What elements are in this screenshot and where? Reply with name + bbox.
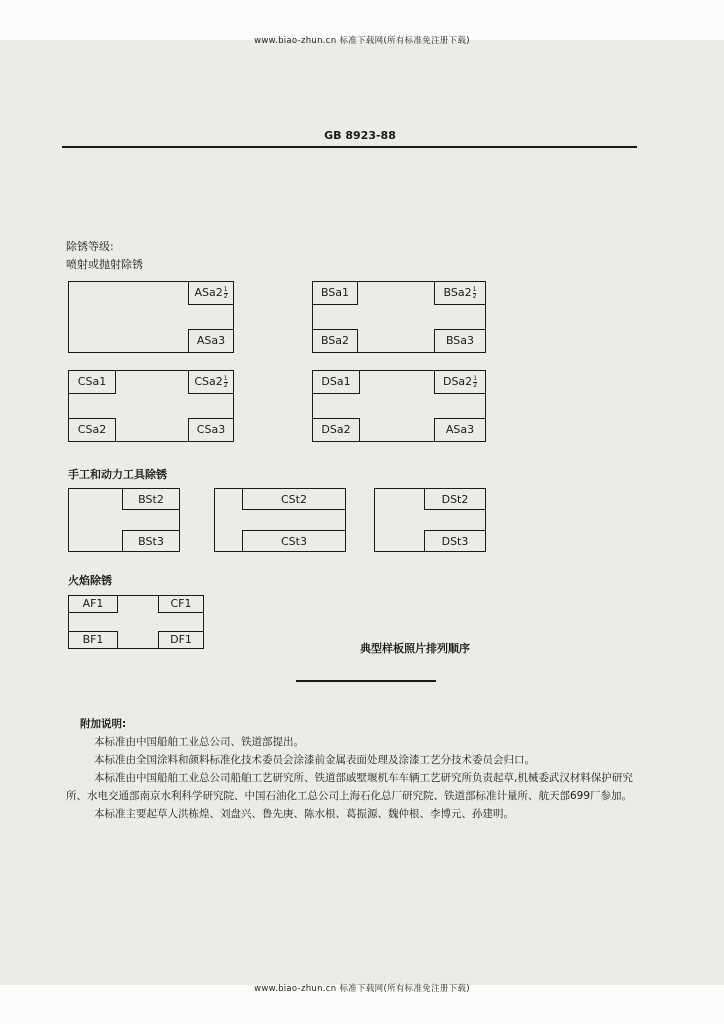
- sample-cell: [242, 530, 346, 552]
- cell-label: BSa2: [320, 334, 350, 347]
- sample-cell: [188, 418, 234, 442]
- rust-grade-title: 除锈等级:: [66, 240, 114, 253]
- cell-label: DF1: [170, 633, 192, 646]
- fraction-numerator: 1: [223, 374, 228, 382]
- cell-label: DSt2: [441, 493, 469, 506]
- fraction-numerator: 1: [223, 285, 228, 293]
- document-code: GB 8923-88: [324, 129, 396, 142]
- fraction-denominator: 2: [223, 381, 228, 389]
- cell-label: BSa1: [320, 286, 350, 299]
- cell-label: BSt3: [138, 535, 164, 548]
- cell-label: CSt2: [281, 493, 307, 506]
- section-divider: [296, 680, 436, 682]
- cell-label: CSa2: [77, 423, 107, 436]
- notes-line: 本标准由中国船舶工业总公司、铁道部提出。: [94, 736, 304, 748]
- fraction-half: [473, 376, 477, 389]
- cell-label: BF1: [82, 633, 104, 646]
- cell-label: CSa1: [77, 375, 107, 388]
- cell-label: DSa2: [442, 375, 473, 388]
- fraction-half: [224, 287, 228, 300]
- cell-label: DSa2: [321, 423, 351, 436]
- sample-cell: [68, 370, 116, 394]
- cell-label: BSa2: [443, 286, 472, 299]
- fraction-numerator: 1: [473, 374, 478, 382]
- sample-cell: [312, 281, 358, 305]
- cell-label: CSa3: [196, 423, 226, 436]
- sample-cell: [122, 488, 180, 510]
- blast-cleaning-title: 喷射或抛射除锈: [66, 258, 143, 271]
- sample-cell: [434, 281, 486, 305]
- fraction-denominator: 2: [472, 292, 477, 300]
- sample-cell: [188, 329, 234, 353]
- additional-notes: [66, 715, 640, 823]
- cell-label: DSt3: [441, 535, 469, 548]
- sample-cell: [424, 530, 486, 552]
- fraction-numerator: 1: [472, 285, 477, 293]
- sample-cell: [434, 418, 486, 442]
- sample-cell: [68, 418, 116, 442]
- blast-group-a: [68, 281, 234, 353]
- figure-caption: 典型样板照片排列顺序: [360, 642, 470, 655]
- cell-label: CF1: [170, 597, 192, 610]
- fraction-denominator: 2: [223, 292, 228, 300]
- hand-tool-cleaning-title: 手工和动力工具除锈: [68, 468, 167, 481]
- sample-cell: [312, 370, 360, 394]
- sample-cell: [188, 370, 234, 394]
- notes-title: 附加说明:: [80, 718, 127, 730]
- watermark-top: www.biao-zhun.cn 标准下载网(所有标准免注册下载): [254, 36, 470, 46]
- fraction-denominator: 2: [473, 381, 478, 389]
- sample-cell: [312, 418, 360, 442]
- cell-label: ASa2: [194, 286, 223, 299]
- fraction-half: [224, 376, 228, 389]
- sample-cell: [424, 488, 486, 510]
- flame-cleaning-title: 火焰除锈: [68, 574, 112, 587]
- hand-group-d: [374, 488, 486, 552]
- hand-group-c: [214, 488, 346, 552]
- sample-cell: [434, 329, 486, 353]
- sample-cell: [158, 631, 204, 649]
- sample-cell: [68, 631, 118, 649]
- sample-cell: [188, 281, 234, 305]
- notes-line: 本标准由中国船舶工业总公司船舶工艺研究所、铁道部戚墅堰机车车辆工艺研究所负责起草,机械委武汉材料保护研究所、水电交通部南京水利科学研究院、中国石油化工总公司上海石化总厂研究院、铁道部标准计量所、航天部699厂参加。: [66, 772, 633, 802]
- blast-group-c: [68, 370, 234, 442]
- watermark-bottom: www.biao-zhun.cn 标准下载网(所有标准免注册下载): [254, 984, 470, 994]
- cell-label: AF1: [82, 597, 104, 610]
- sample-cell: [242, 488, 346, 510]
- cell-label: ASa3: [196, 334, 226, 347]
- sample-cell: [158, 595, 204, 613]
- sample-cell: [68, 595, 118, 613]
- cell-label: CSt3: [281, 535, 307, 548]
- blast-group-b: [312, 281, 486, 353]
- hand-group-b: [68, 488, 180, 552]
- cell-label: DSa1: [321, 375, 351, 388]
- notes-line: 本标准主要起草人洪栋煌、刘盘兴、鲁先庚、陈水根、葛振源、魏仲根、李博元、孙建明。: [94, 808, 514, 820]
- cell-label: CSa2: [194, 375, 223, 388]
- notes-line: 本标准由全国涂料和颜料标准化技术委员会涂漆前金属表面处理及涂漆工艺分技术委员会归口。: [94, 754, 535, 766]
- cell-label: BSt2: [138, 493, 164, 506]
- flame-group: [68, 595, 204, 649]
- header-rule: [62, 146, 637, 148]
- sample-cell: [434, 370, 486, 394]
- sample-cell: [312, 329, 358, 353]
- cell-label: BSa3: [445, 334, 475, 347]
- blast-group-d: [312, 370, 486, 442]
- fraction-half: [473, 287, 477, 300]
- cell-label: ASa3: [445, 423, 475, 436]
- sample-cell: [122, 530, 180, 552]
